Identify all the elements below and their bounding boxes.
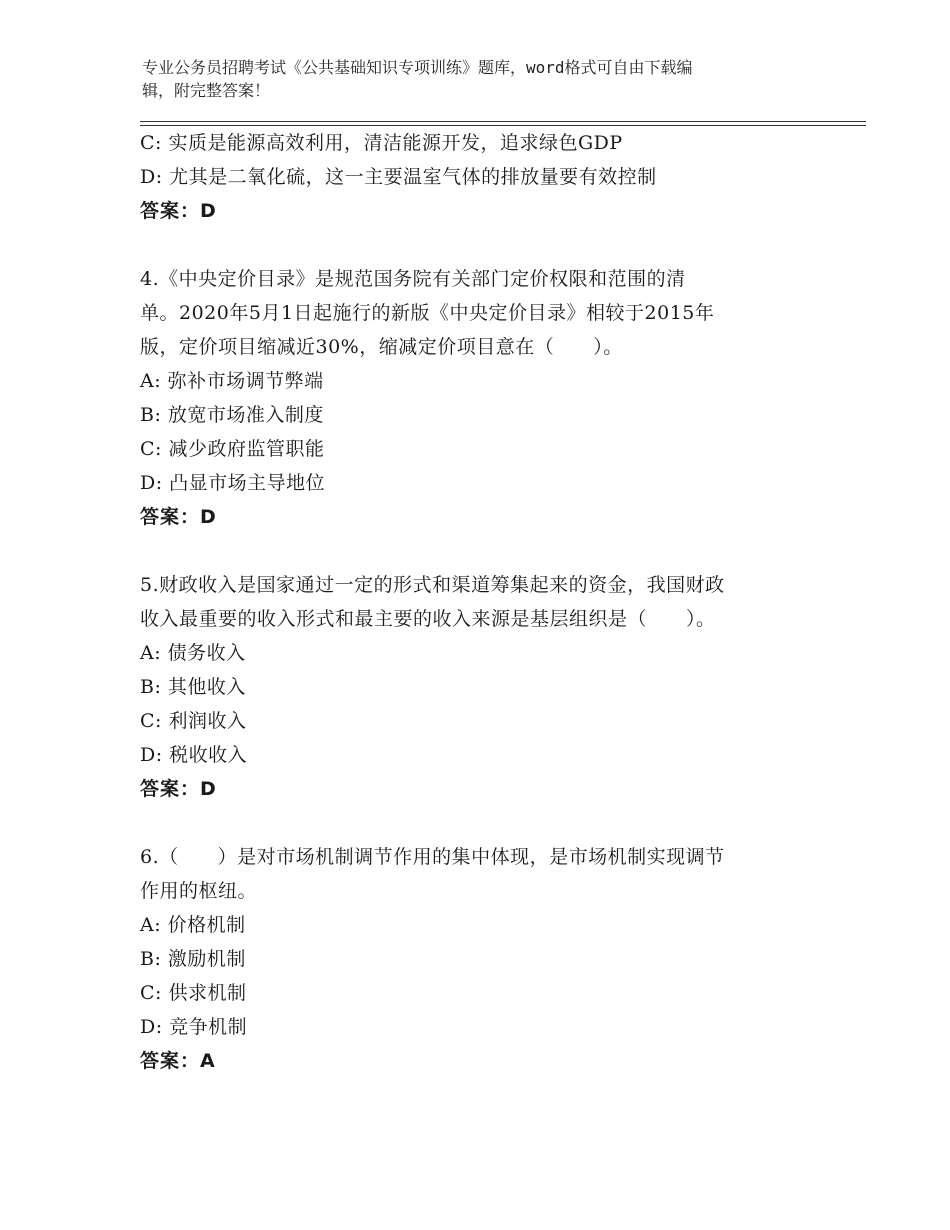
question-stem: 6.（ ）是对市场机制调节作用的集中体现，是市场机制实现调节	[140, 846, 725, 868]
question-block	[140, 840, 820, 1078]
option-line: C: 减少政府监管职能	[140, 438, 325, 460]
option-line: A: 价格机制	[140, 914, 246, 936]
question-stem: 作用的枢纽。	[140, 880, 258, 902]
question-content	[140, 126, 820, 1078]
option-line: D: 凸显市场主导地位	[140, 472, 326, 494]
option-line: A: 债务收入	[140, 642, 246, 664]
page-header	[142, 56, 822, 102]
answer-line: 答案：D	[140, 778, 217, 800]
header-line: 专业公务员招聘考试《公共基础知识专项训练》题库，word格式可自由下载编	[142, 58, 693, 77]
option-line: B: 其他收入	[140, 676, 246, 698]
answer-line: 答案：D	[140, 200, 217, 222]
answer-line: 答案：A	[140, 1050, 216, 1072]
answer-line: 答案：D	[140, 506, 217, 528]
header-line: 辑，附完整答案！	[142, 81, 271, 100]
option-line: B: 激励机制	[140, 948, 246, 970]
option-line: D: 竞争机制	[140, 1016, 248, 1038]
option-line: C: 利润收入	[140, 710, 247, 732]
question-stem: 版，定价项目缩减近30%，缩减定价项目意在（ ）。	[140, 336, 623, 358]
option-line: A: 弥补市场调节弊端	[140, 370, 324, 392]
option-line: B: 放宽市场准入制度	[140, 404, 324, 426]
question-stem: 4.《中央定价目录》是规范国务院有关部门定价权限和范围的清	[140, 268, 686, 290]
question-stem: 5.财政收入是国家通过一定的形式和渠道筹集起来的资金，我国财政	[140, 574, 725, 596]
question-stem: 收入最重要的收入形式和最主要的收入来源是基层组织是（ ）。	[140, 608, 716, 630]
question-block	[140, 262, 820, 534]
option-line: C: 实质是能源高效利用，清洁能源开发，追求绿色GDP	[140, 132, 623, 154]
question-block	[140, 568, 820, 806]
question-stem: 单。2020年5月1日起施行的新版《中央定价目录》相较于2015年	[140, 302, 715, 324]
option-line: C: 供求机制	[140, 982, 247, 1004]
option-line: D: 税收收入	[140, 744, 248, 766]
option-line: D: 尤其是二氧化硫，这一主要温室气体的排放量要有效控制	[140, 166, 657, 188]
